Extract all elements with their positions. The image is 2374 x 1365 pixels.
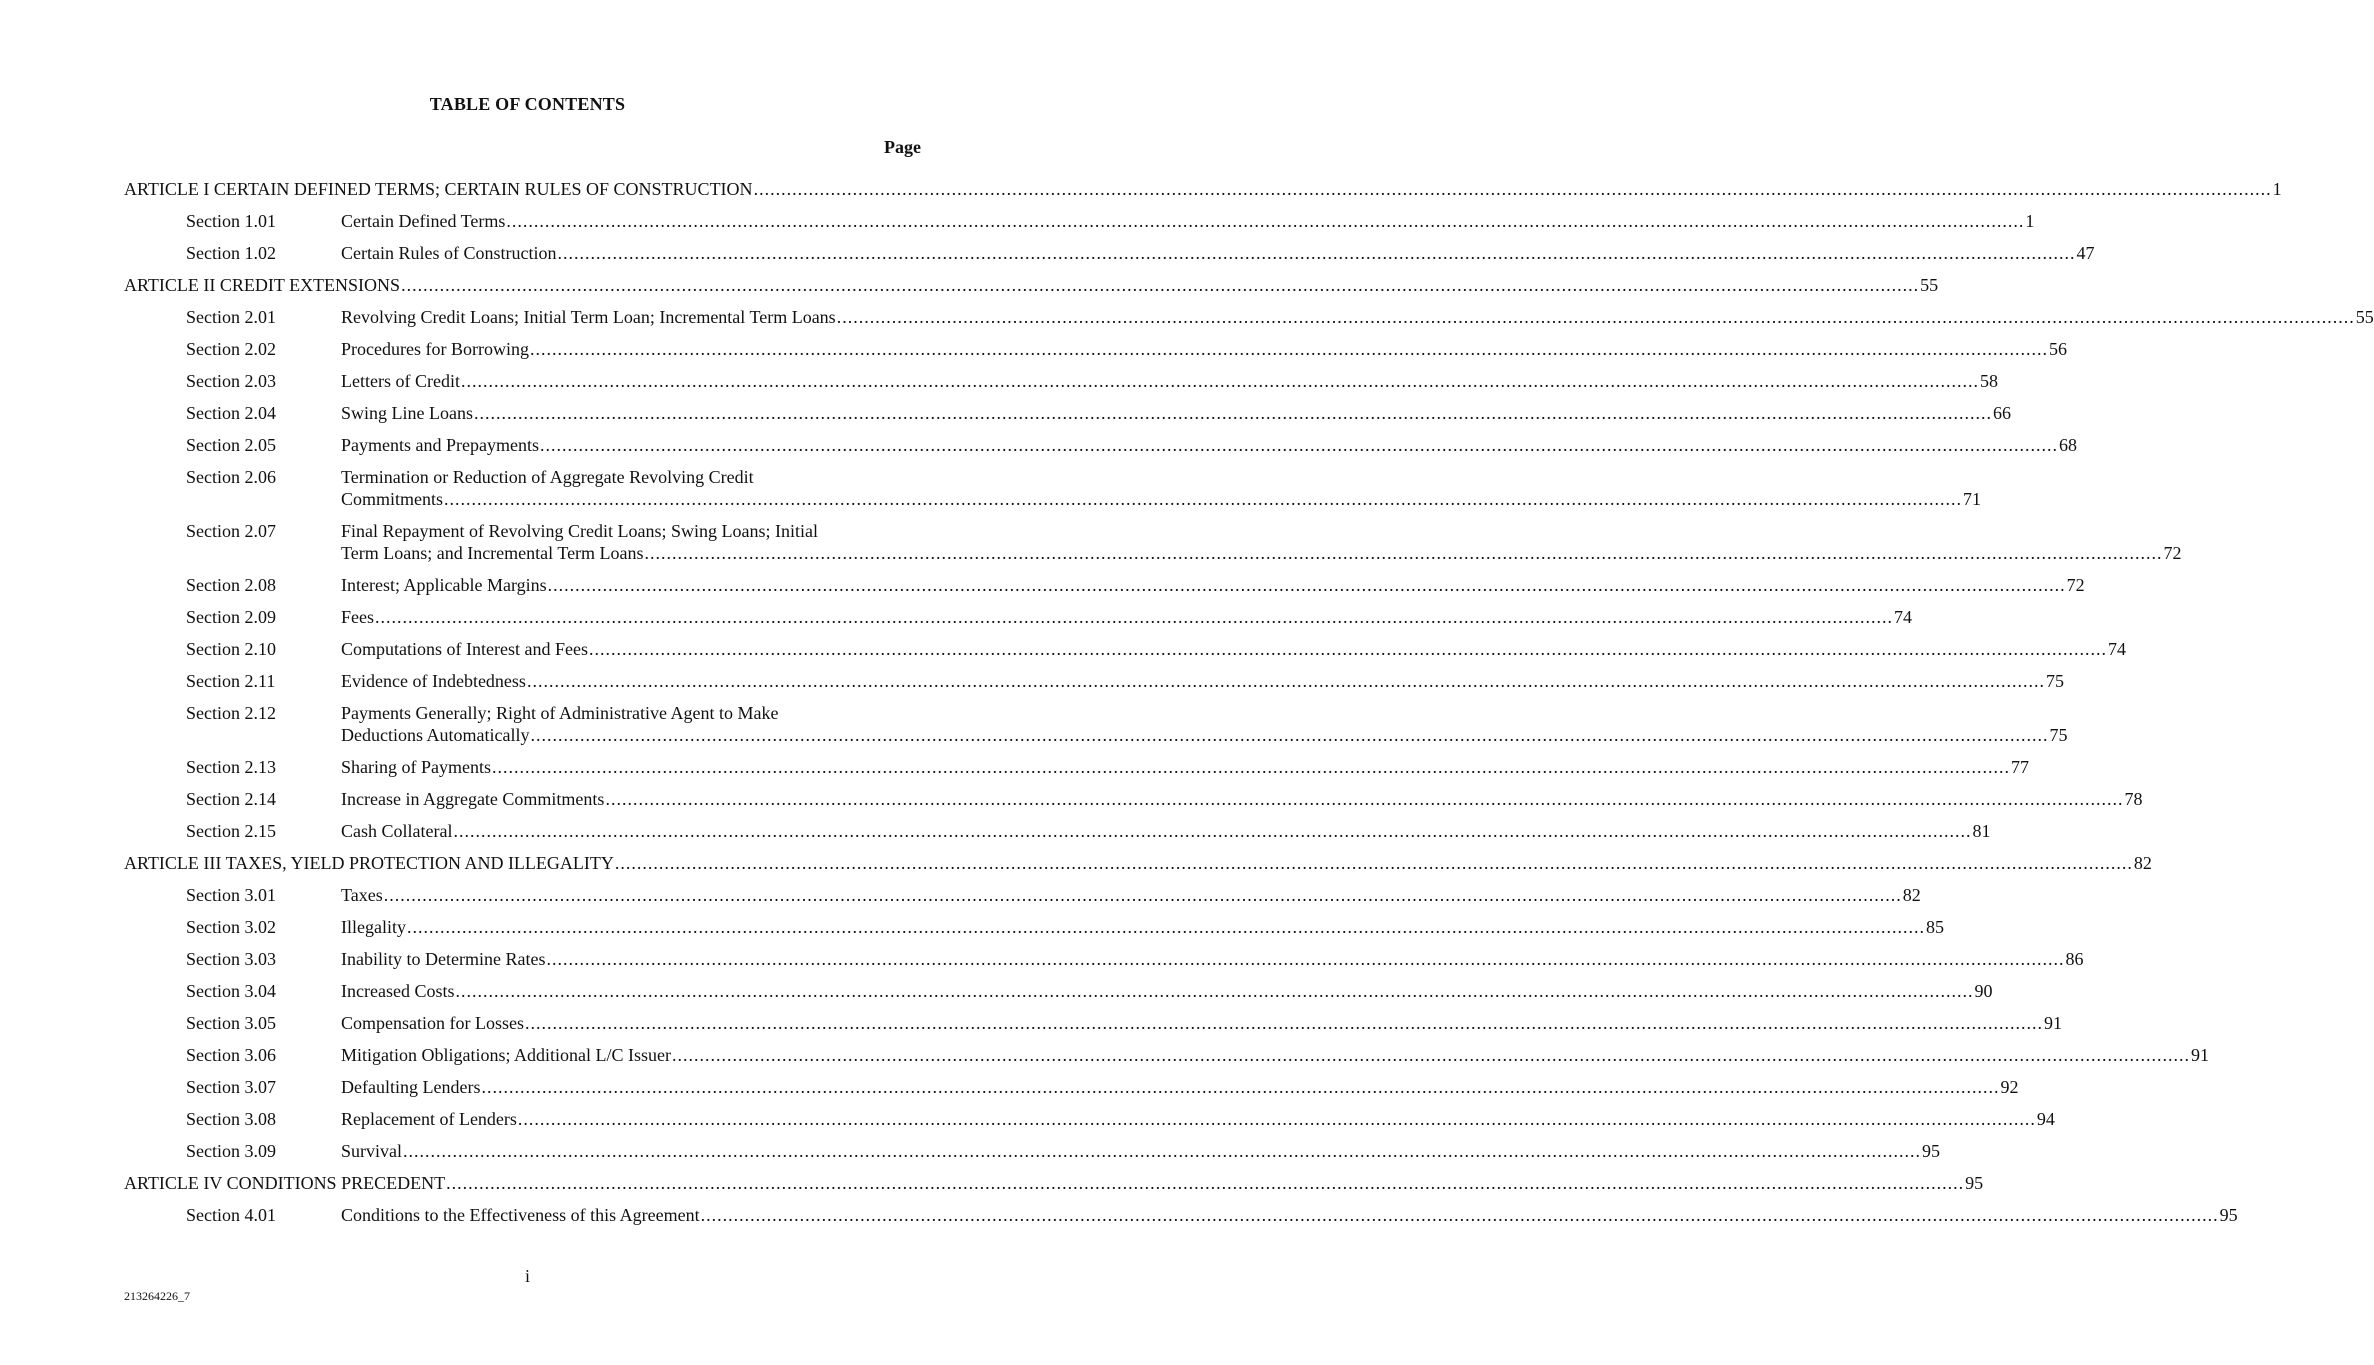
toc-section-entry[interactable] [124,1108,2055,1130]
dot-leader [506,210,2024,232]
dot-leader [546,948,2064,970]
section-number: Section 4.01 [186,1205,276,1225]
toc-section-entry[interactable] [124,820,1991,842]
dot-leader [557,242,2075,264]
section-title: Survival [341,1141,402,1161]
dot-leader [375,606,1893,628]
toc-section-entry[interactable] [124,980,1993,1002]
toc-page-number: 55 [1920,275,1939,295]
section-title: Swing Line Loans [341,403,473,423]
dot-leader [446,1172,1964,1194]
toc-page-number: 56 [2048,339,2067,359]
dot-leader [453,820,1971,842]
toc-article-entry[interactable] [124,852,2152,874]
document-id: 213264226_7 [124,1289,190,1303]
section-number: Section 3.05 [186,1013,276,1033]
article-title: ARTICLE IV CONDITIONS PRECEDENT [124,1173,446,1193]
toc-page-number: 85 [1925,917,1944,937]
toc-section-entry[interactable] [124,788,2143,810]
toc-page-number: 91 [2191,1045,2209,1065]
section-title: Deductions Automatically [341,725,530,745]
dot-leader [407,916,1925,938]
dot-leader [527,670,2045,692]
toc-page-number: 47 [2076,243,2095,263]
article-title: ARTICLE II CREDIT EXTENSIONS [124,275,401,295]
section-number: Section 2.11 [186,671,276,691]
toc-page-number: 74 [1894,607,1912,627]
toc-page-number: 95 [1965,1173,1984,1193]
toc-page-number: 1 [2025,211,2035,231]
section-title: Certain Defined Terms [341,211,506,231]
section-number: Section 1.02 [186,243,276,263]
toc-page-number: 82 [2133,853,2152,873]
toc-page-number: 92 [2000,1077,2019,1097]
section-title: Commitments [341,489,444,509]
dot-leader [525,1012,2043,1034]
section-title: Increased Costs [341,981,455,1001]
section-title: Letters of Credit [341,371,460,391]
dot-leader [615,852,2133,874]
toc-article-entry[interactable] [124,178,2282,200]
toc-section-entry[interactable] [124,466,1982,510]
section-title: Certain Rules of Construction [341,243,557,263]
section-number: Section 3.06 [186,1045,276,1065]
dot-leader [403,1140,1921,1162]
dot-leader [481,1076,1999,1098]
toc-page-number: 77 [2011,757,2029,777]
toc-page-number: 75 [2045,671,2064,691]
toc-section-entry[interactable] [124,606,1912,628]
dot-leader [605,788,2123,810]
section-number: Section 2.13 [186,757,276,777]
section-title: Illegality [341,917,406,937]
section-number: Section 3.01 [186,885,276,905]
toc-page-number: 72 [2066,575,2085,595]
toc-section-entry[interactable] [124,210,2035,232]
toc-page-number: 90 [1974,981,1993,1001]
article-title: ARTICLE III TAXES, YIELD PROTECTION AND ILLEGALITY [124,853,614,873]
section-number: Section 2.01 [186,307,276,327]
toc-section-entry[interactable] [124,402,2011,424]
section-number: Section 3.03 [186,949,276,969]
toc-page-number: 71 [1963,489,1982,509]
section-title: Defaulting Lenders [341,1077,481,1097]
toc-page-number: 1 [2272,179,2282,199]
dot-leader [548,574,2066,596]
toc-section-entry[interactable] [124,306,2374,328]
toc-section-entry[interactable] [124,702,2068,746]
section-number: Section 2.07 [186,521,276,541]
toc-list [124,178,2374,1236]
dot-leader [837,306,2355,328]
toc-page-number: 74 [2107,639,2126,659]
toc-section-entry[interactable] [124,1044,2209,1066]
toc-section-entry[interactable] [124,370,1998,392]
section-title: Payments and Prepayments [341,435,539,455]
section-title: Term Loans; and Incremental Term Loans [341,543,644,563]
page-number: i [524,1266,530,1286]
section-number: Section 3.08 [186,1109,276,1129]
section-title: Increase in Aggregate Commitments [341,789,605,809]
toc-section-entry[interactable] [124,574,2085,596]
toc-section-entry[interactable] [124,670,2064,692]
dot-leader [530,338,2048,360]
section-number: Section 2.10 [186,639,276,659]
dot-leader [474,402,1992,424]
toc-page-number: 66 [1993,403,2011,423]
section-title: Cash Collateral [341,821,453,841]
section-title: Replacement of Lenders [341,1109,517,1129]
section-number: Section 2.05 [186,435,276,455]
section-title: Conditions to the Effectiveness of this Agreement [341,1205,700,1225]
section-title: Taxes [341,885,383,905]
toc-section-entry[interactable] [124,1204,2238,1226]
toc-page-number: 68 [2058,435,2077,455]
section-number: Section 2.15 [186,821,276,841]
toc-page-number: 55 [2355,307,2374,327]
section-title: Evidence of Indebtedness [341,671,526,691]
toc-section-entry[interactable] [124,242,2095,264]
section-title: Mitigation Obligations; Additional L/C Issuer [341,1045,671,1065]
toc-page-number: 58 [1979,371,1998,391]
page-column-header: Page [884,137,921,157]
section-title: Computations of Interest and Fees [341,639,588,659]
section-title: Sharing of Payments [341,757,491,777]
dot-leader [518,1108,2036,1130]
toc-section-entry[interactable] [124,338,2067,360]
dot-leader [589,638,2107,660]
toc-section-entry[interactable] [124,1076,2019,1098]
toc-page-number: 75 [2049,725,2068,745]
toc-page-number: 94 [2036,1109,2055,1129]
section-number: Section 3.02 [186,917,276,937]
section-title-line: Payments Generally; Right of Administrative Agent to Make [341,703,779,723]
section-number: Section 2.04 [186,403,276,423]
section-title: Revolving Credit Loans; Initial Term Loan; Incremental Term Loans [341,307,836,327]
section-number: Section 2.06 [186,467,276,487]
toc-section-entry[interactable] [124,1140,1940,1162]
dot-leader [754,178,2272,200]
section-title: Procedures for Borrowing [341,339,529,359]
dot-leader [461,370,1979,392]
toc-section-entry[interactable] [124,948,2084,970]
toc-section-entry[interactable] [124,884,1921,906]
section-title: Interest; Applicable Margins [341,575,547,595]
toc-page-number: 95 [2219,1205,2238,1225]
dot-leader [455,980,1973,1002]
dot-leader [401,274,1919,296]
section-title: Inability to Determine Rates [341,949,546,969]
dot-leader [492,756,2010,778]
section-number: Section 2.02 [186,339,276,359]
dot-leader [540,434,2058,456]
dot-leader [672,1044,2190,1066]
section-number: Section 2.14 [186,789,276,809]
dot-leader [444,488,1962,510]
toc-page-number: 82 [1902,885,1921,905]
toc-section-entry[interactable] [124,638,2126,660]
toc-page-number: 86 [2065,949,2084,969]
article-title: ARTICLE I CERTAIN DEFINED TERMS; CERTAIN RULES OF CONSTRUCTION [124,179,753,199]
dot-leader [530,724,2048,746]
section-number: Section 3.04 [186,981,276,1001]
toc-section-entry[interactable] [124,756,2029,778]
toc-article-entry[interactable] [124,274,1939,296]
section-number: Section 2.08 [186,575,276,595]
section-title: Fees [341,607,374,627]
toc-page-number: 72 [2163,543,2182,563]
section-title-line: Final Repayment of Revolving Credit Loans; Swing Loans; Initial [341,521,818,541]
toc-section-entry[interactable] [124,520,2182,564]
toc-page-number: 81 [1972,821,1991,841]
toc-section-entry[interactable] [124,916,1944,938]
toc-page-number: 78 [2124,789,2143,809]
dot-leader [701,1204,2219,1226]
toc-title: TABLE OF CONTENTS [429,94,626,114]
section-number: Section 2.03 [186,371,276,391]
section-title: Compensation for Losses [341,1013,524,1033]
dot-leader [645,542,2163,564]
toc-section-entry[interactable] [124,1012,2062,1034]
section-number: Section 1.01 [186,211,276,231]
section-number: Section 2.12 [186,703,276,723]
section-number: Section 3.09 [186,1141,276,1161]
dot-leader [384,884,1902,906]
toc-page-number: 95 [1922,1141,1940,1161]
toc-page-number: 91 [2043,1013,2062,1033]
toc-article-entry[interactable] [124,1172,1984,1194]
section-title-line: Termination or Reduction of Aggregate Revolving Credit [341,467,754,487]
toc-section-entry[interactable] [124,434,2077,456]
section-number: Section 2.09 [186,607,276,627]
section-number: Section 3.07 [186,1077,276,1097]
